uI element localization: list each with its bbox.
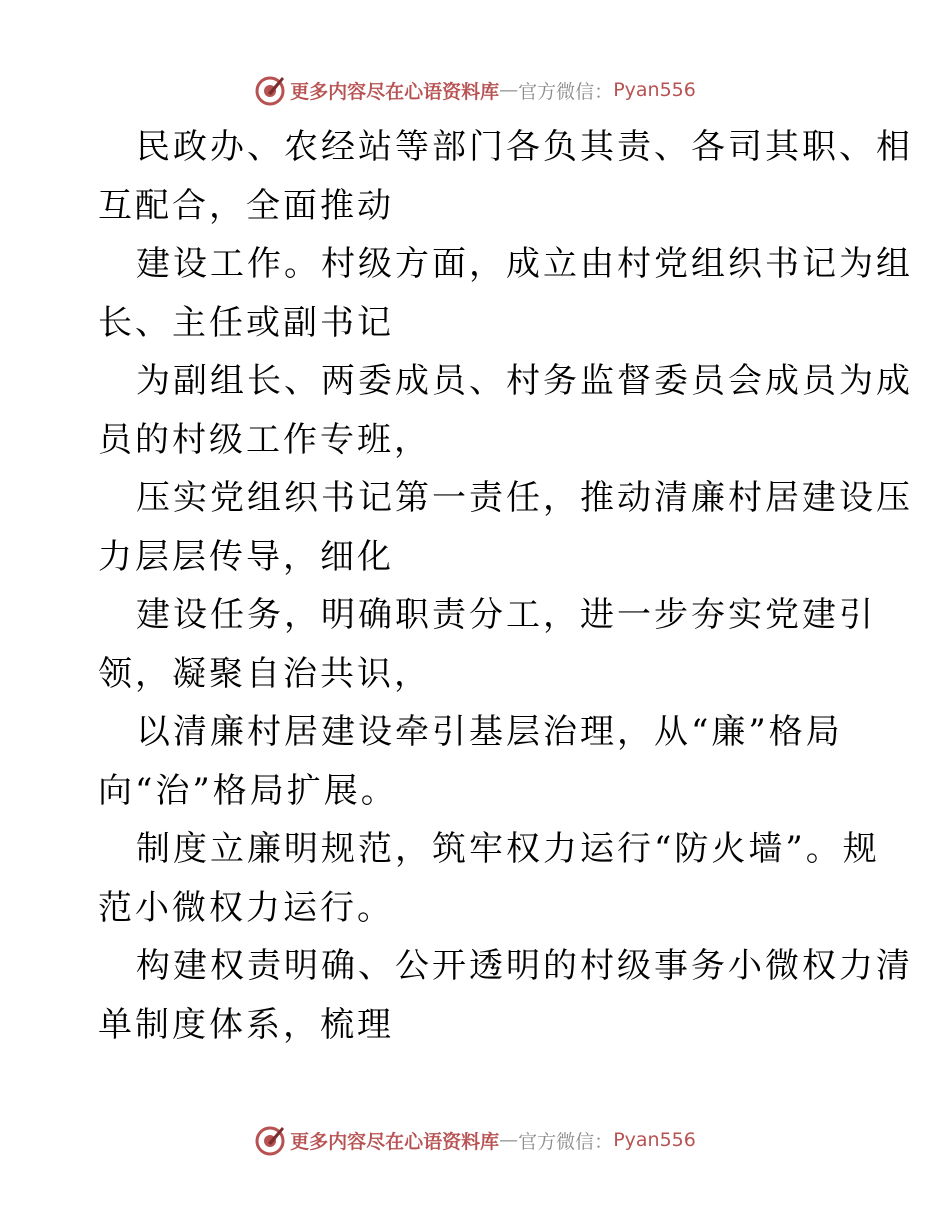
- text-line: 民政办、农经站等部门各负其责、各司其职、相: [136, 127, 913, 167]
- text-line: 建设工作。村级方面，成立由村党组织书记为组: [136, 244, 913, 284]
- banner-wechat-id: Pyan556: [613, 79, 696, 101]
- text-line: 以清廉村居建设牵引基层治理，从“廉”格局: [136, 712, 843, 752]
- text-line: 单制度体系，梳理: [98, 1004, 394, 1045]
- footer-banner: [0, 1120, 950, 1160]
- text-line: 为副组长、两委成员、村务监督委员会成员为成: [136, 361, 913, 401]
- text-line: 长、主任或副书记: [98, 302, 394, 343]
- banner-text: 更多内容尽在心语资料库: [290, 80, 500, 103]
- banner-text: 更多内容尽在心语资料库: [290, 1130, 500, 1153]
- text-line: 压实党组织书记第一责任，推动清廉村居建设压: [136, 478, 913, 518]
- document-body: [98, 118, 913, 1054]
- text-line: 制度立廉明规范，筑牢权力运行“防火墙”。规: [136, 829, 880, 869]
- text-line: 向“治”格局扩展。: [98, 770, 398, 811]
- banner-separator: —: [499, 79, 519, 101]
- text-line: 员的村级工作专班，: [98, 419, 431, 460]
- text-line: 构建权责明确、公开透明的村级事务小微权力清: [136, 946, 913, 986]
- text-line: 建设任务，明确职责分工，进一步夯实党建引: [136, 595, 876, 635]
- quill-pen-circle-icon: [254, 74, 286, 106]
- text-line: 力层层传导，细化: [98, 536, 394, 577]
- banner-wechat-id: Pyan556: [613, 1129, 696, 1151]
- banner-wechat-label: 官方微信：: [518, 80, 614, 103]
- banner-wechat-label: 官方微信：: [518, 1130, 614, 1153]
- text-line: 互配合，全面推动: [98, 185, 394, 226]
- text-line: 范小微权力运行。: [98, 887, 394, 928]
- quill-pen-circle-icon: [254, 1124, 286, 1156]
- header-banner: [0, 70, 950, 110]
- banner-separator: —: [499, 1129, 519, 1151]
- text-line: 领，凝聚自治共识，: [98, 653, 431, 694]
